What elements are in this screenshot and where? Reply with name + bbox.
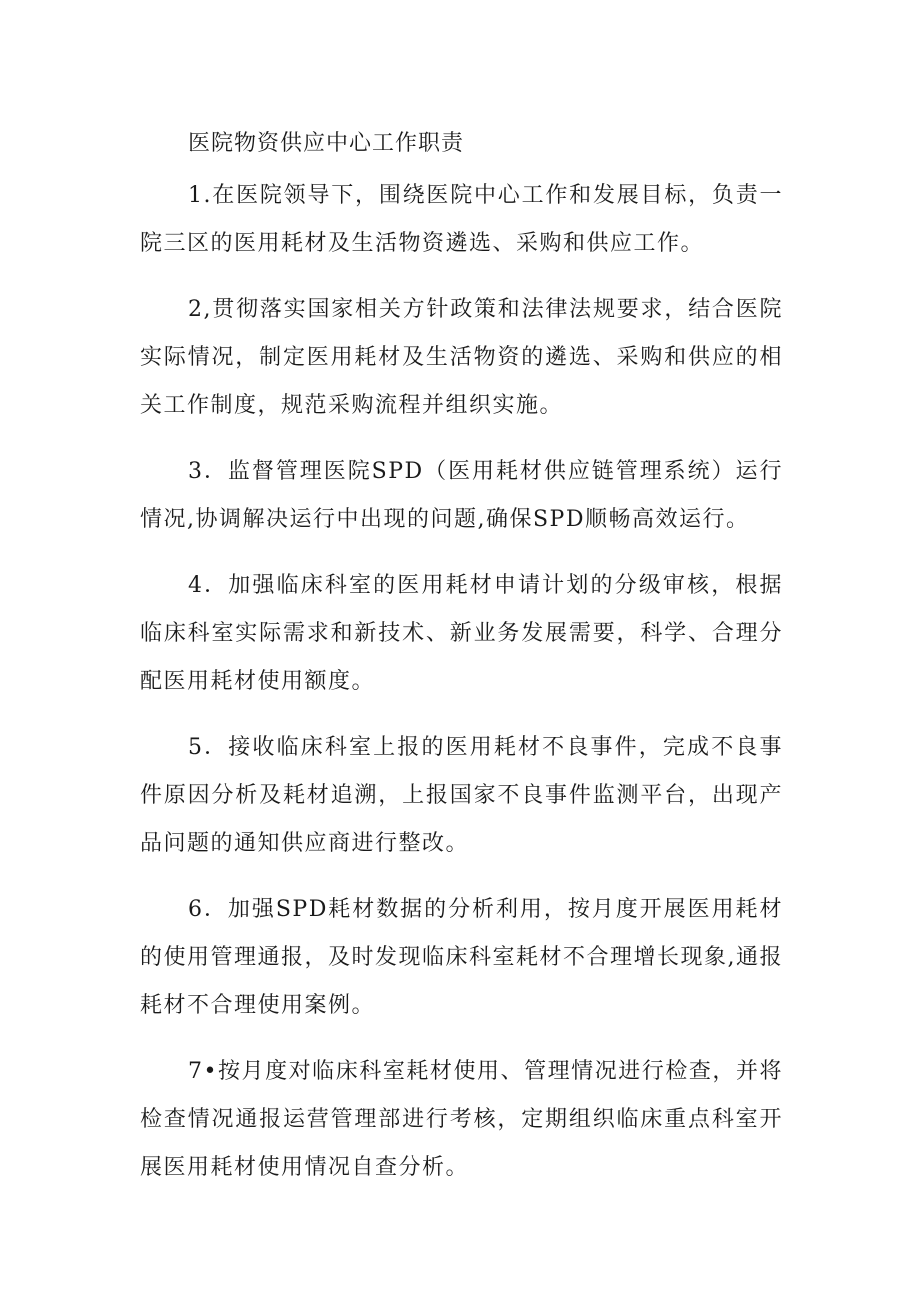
duty-item-4: 4．加强临床科室的医用耗材申请计划的分级审核，根据临床科室实际需求和新技术、新业务发展需要，科学、合理分配医用耗材使用额度。 bbox=[140, 573, 783, 694]
duty-item-5: 5．接收临床科室上报的医用耗材不良事件，完成不良事件原因分析及耗材追溯，上报国家不良事件监测平台，出现产品问题的通知供应商进行整改。 bbox=[140, 735, 783, 856]
duty-item-7: 7•按月度对临床科室耗材使用、管理情况进行检查，并将检查情况通报运营管理部进行考核，定期组织临床重点科室开展医用耗材使用情况自查分析。 bbox=[140, 1059, 783, 1180]
document-title: 医院物资供应中心工作职责 bbox=[188, 131, 465, 156]
document-body bbox=[140, 128, 783, 1210]
duty-item-2: 2,贯彻落实国家相关方针政策和法律法规要求，结合医院实际情况，制定医用耗材及生活物资的遴选、采购和供应的相关工作制度，规范采购流程并组织实施。 bbox=[140, 297, 783, 418]
duty-item-1: 1.在医院领导下，围绕医院中心工作和发展目标，负责一院三区的医用耗材及生活物资遴选、采购和供应工作。 bbox=[140, 183, 783, 256]
duty-item-3: 3．监督管理医院SPD（医用耗材供应链管理系统）运行情况,协调解决运行中出现的问题,确保SPD顺畅高效运行。 bbox=[140, 459, 783, 532]
duty-item-6: 6．加强SPD耗材数据的分析利用，按月度开展医用耗材的使用管理通报，及时发现临床科室耗材不合理增长现象,通报耗材不合理使用案例。 bbox=[140, 897, 783, 1018]
